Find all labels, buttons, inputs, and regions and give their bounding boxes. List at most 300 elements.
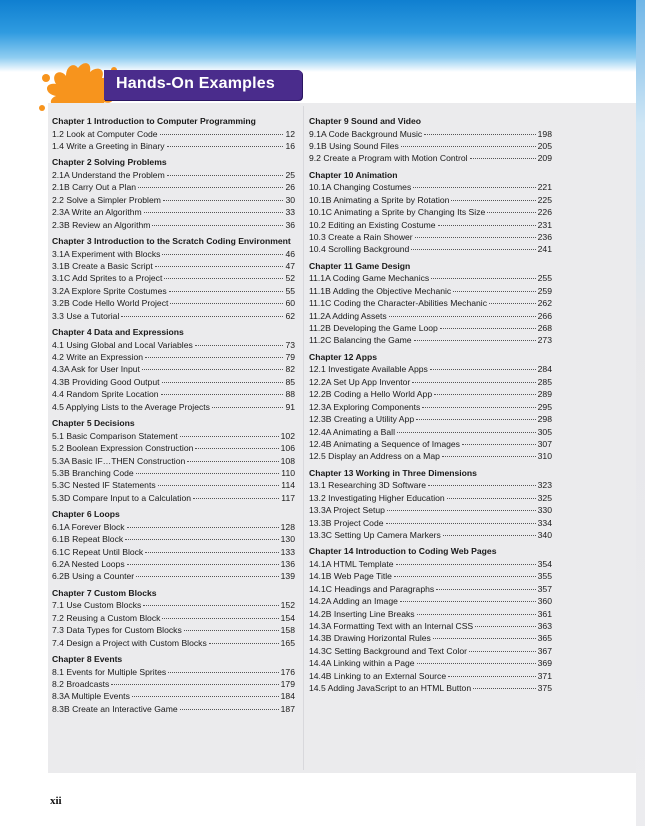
entry-page-number: 259	[537, 285, 552, 296]
entry-title: 13.3A Project Setup	[309, 505, 385, 516]
entry-page-number: 73	[285, 339, 295, 350]
toc-entry[interactable]	[52, 388, 295, 400]
dot-leader	[195, 344, 284, 346]
entry-page-number: 266	[537, 310, 552, 321]
entry-title: 3.3 Use a Tutorial	[52, 310, 120, 321]
entry-title: 12.5 Display an Address on a Map	[309, 451, 440, 462]
chapter-title: Chapter 13 Working in Three Dimensions	[309, 467, 477, 478]
chapter-section	[52, 649, 295, 715]
dot-leader	[143, 604, 278, 606]
dot-leader	[413, 186, 535, 188]
toc-entry[interactable]	[52, 703, 295, 715]
toc-entry[interactable]	[52, 570, 295, 582]
entry-title: 2.1A Understand the Problem	[52, 170, 165, 180]
dot-leader	[155, 265, 284, 267]
dot-leader	[428, 484, 536, 486]
entry-title: 14.5 Adding JavaScript to an HTML Button	[309, 683, 472, 693]
entry-title: 14.3C Setting Background and Text Color	[309, 645, 467, 656]
entry-title: 12.3B Creating a Utility App	[309, 414, 415, 425]
entry-page-number: 305	[537, 426, 552, 437]
toc-entry[interactable]	[52, 492, 295, 504]
toc-entry[interactable]	[52, 351, 295, 363]
entry-title: 11.1B Adding the Objective Mechanic	[309, 285, 452, 296]
entry-title: 3.1C Add Sprites to a Project	[52, 273, 163, 284]
toc-entry[interactable]	[52, 363, 295, 375]
entry-page-number: 55	[285, 285, 295, 296]
entry-page-number: 198	[537, 128, 552, 139]
entry-page-number: 110	[281, 467, 295, 478]
toc-entry[interactable]	[309, 401, 552, 413]
entry-page-number: 268	[537, 323, 552, 334]
entry-title: 7.1 Use Custom Blocks	[52, 600, 142, 611]
dot-leader	[443, 534, 536, 536]
dot-leader	[162, 381, 284, 383]
toc-entry[interactable]	[309, 194, 552, 206]
entry-title: 10.3 Create a Rain Shower	[309, 232, 413, 243]
entry-title: 4.5 Applying Lists to the Average Projects	[52, 401, 210, 412]
toc-entry[interactable]	[309, 152, 552, 164]
toc-entry[interactable]	[309, 570, 552, 582]
entry-page-number: 176	[280, 666, 295, 677]
toc-entry[interactable]	[52, 637, 295, 649]
dot-leader	[145, 551, 278, 553]
entry-page-number: 130	[280, 534, 295, 545]
entry-page-number: 52	[285, 273, 295, 284]
entry-title: 14.3B Drawing Horizontal Rules	[309, 633, 431, 644]
entry-page-number: 16	[285, 141, 295, 151]
toc-entry[interactable]	[52, 666, 295, 678]
toc-entry[interactable]	[52, 455, 295, 467]
toc-entry[interactable]	[52, 546, 295, 558]
entry-page-number: 310	[537, 451, 552, 462]
dot-leader	[416, 418, 536, 420]
entry-title: 12.4B Animating a Sequence of Images	[309, 438, 460, 449]
dot-leader	[136, 575, 278, 577]
toc-entry[interactable]	[52, 599, 295, 611]
toc-entry[interactable]	[52, 533, 295, 545]
toc-entry[interactable]	[309, 529, 552, 541]
toc-entry[interactable]	[309, 426, 552, 438]
entry-page-number: 91	[285, 401, 295, 412]
entry-title: 12.1 Investigate Available Apps	[309, 364, 428, 375]
toc-entry[interactable]	[309, 682, 552, 694]
dot-leader	[417, 662, 536, 664]
entry-page-number: 236	[537, 232, 552, 243]
toc-entry[interactable]	[309, 297, 552, 309]
dot-leader	[433, 637, 536, 639]
dot-leader	[462, 443, 536, 445]
dot-leader	[414, 339, 536, 341]
entry-page-number: 36	[285, 219, 295, 230]
toc-entry[interactable]	[309, 128, 552, 140]
entry-page-number: 60	[285, 298, 295, 309]
chapter-title: Chapter 11 Game Design	[309, 260, 411, 271]
entry-title: 13.3B Project Code	[309, 517, 384, 528]
toc-entry[interactable]	[52, 467, 295, 479]
entry-page-number: 273	[537, 335, 552, 346]
entry-page-number: 225	[537, 194, 552, 205]
toc-entry[interactable]	[309, 413, 552, 425]
dot-leader	[180, 708, 279, 710]
toc-entry[interactable]	[52, 612, 295, 624]
entry-page-number: 340	[537, 529, 552, 540]
dot-leader	[160, 133, 284, 135]
dot-leader	[470, 157, 536, 159]
entry-title: 11.1C Coding the Character-Abilities Mechanic	[309, 298, 488, 309]
entry-title: 9.1A Code Background Music	[309, 128, 423, 139]
entry-page-number: 117	[281, 492, 295, 503]
dot-leader	[121, 315, 283, 317]
entry-page-number: 325	[537, 492, 552, 503]
toc-entry[interactable]	[52, 521, 295, 533]
entry-title: 3.1A Experiment with Blocks	[52, 248, 161, 259]
entry-page-number: 136	[280, 558, 295, 569]
entry-page-number: 221	[537, 182, 552, 193]
entry-title: 12.2A Set Up App Inventor	[309, 376, 411, 387]
right-column	[309, 114, 552, 694]
toc-entry[interactable]	[309, 140, 552, 152]
dot-leader	[386, 522, 536, 524]
entry-title: 2.1B Carry Out a Plan	[52, 182, 137, 193]
toc-entry[interactable]	[52, 430, 295, 442]
chapter-section	[52, 231, 295, 322]
dot-leader	[169, 290, 284, 292]
toc-entry[interactable]	[309, 608, 552, 620]
entry-page-number: 360	[537, 596, 552, 607]
entry-page-number: 289	[537, 389, 552, 400]
dot-leader	[187, 460, 278, 462]
dot-leader	[394, 575, 536, 577]
entry-page-number: 152	[280, 600, 295, 611]
toc-entry[interactable]	[309, 322, 552, 334]
toc-entry[interactable]	[52, 690, 295, 702]
entry-page-number: 139	[280, 571, 295, 582]
entry-page-number: 79	[285, 352, 295, 363]
toc-entry[interactable]	[309, 334, 552, 346]
entry-page-number: 106	[280, 443, 295, 454]
entry-title: 9.1B Using Sound Files	[309, 141, 399, 151]
dot-leader	[127, 563, 279, 565]
entry-page-number: 262	[537, 298, 552, 309]
chapter-section	[309, 256, 552, 347]
toc-entry[interactable]	[52, 194, 295, 206]
entry-title: 11.2B Developing the Game Loop	[309, 323, 438, 334]
toc-entry[interactable]	[52, 260, 295, 272]
entry-page-number: 334	[537, 517, 552, 528]
entry-title: 8.2 Broadcasts	[52, 678, 110, 689]
dot-leader	[401, 145, 536, 147]
chapter-section	[309, 541, 552, 694]
dot-leader	[212, 406, 283, 408]
entry-title: 11.2C Balancing the Game	[309, 335, 412, 346]
dot-leader	[162, 253, 283, 255]
entry-page-number: 165	[280, 637, 295, 648]
entry-page-number: 354	[537, 558, 552, 569]
toc-entry[interactable]	[309, 272, 552, 284]
entry-page-number: 363	[537, 620, 552, 631]
dot-leader	[193, 497, 279, 499]
toc-entry[interactable]	[309, 492, 552, 504]
dot-leader	[415, 236, 536, 238]
entry-title: 4.1 Using Global and Local Variables	[52, 339, 193, 350]
toc-entry[interactable]	[52, 442, 295, 454]
chapter-section	[52, 152, 295, 231]
toc-entry[interactable]	[52, 479, 295, 491]
entry-title: 14.4A Linking within a Page	[309, 658, 415, 669]
toc-entry[interactable]	[52, 219, 295, 231]
entry-page-number: 371	[537, 670, 552, 681]
toc-entry[interactable]	[52, 310, 295, 322]
entry-title: 5.1 Basic Comparison Statement	[52, 430, 178, 441]
dot-leader	[144, 211, 284, 213]
toc-entry[interactable]	[52, 128, 295, 140]
toc-entry[interactable]	[52, 285, 295, 297]
toc-entry[interactable]	[52, 169, 295, 181]
entry-title: 4.3B Providing Good Output	[52, 376, 160, 387]
entry-page-number: 369	[537, 658, 552, 669]
entry-page-number: 285	[537, 376, 552, 387]
entry-page-number: 365	[537, 633, 552, 644]
toc-entry[interactable]	[52, 297, 295, 309]
toc-entry[interactable]	[309, 632, 552, 644]
entry-title: 14.4B Linking to an External Source	[309, 670, 447, 681]
entry-title: 13.2 Investigating Higher Education	[309, 492, 445, 503]
dot-leader	[412, 381, 535, 383]
toc-entry[interactable]	[309, 504, 552, 516]
chapter-title: Chapter 14 Introduction to Coding Web Pages	[309, 546, 497, 557]
entry-title: 4.3A Ask for User Input	[52, 364, 140, 375]
dot-leader	[473, 687, 536, 689]
toc-entry[interactable]	[309, 285, 552, 297]
entry-page-number: 295	[537, 401, 552, 412]
toc-entry[interactable]	[309, 231, 552, 243]
dot-leader	[451, 199, 535, 201]
dot-leader	[209, 642, 279, 644]
entry-title: 8.1 Events for Multiple Sprites	[52, 666, 167, 677]
entry-page-number: 307	[537, 438, 552, 449]
toc-entry[interactable]	[309, 181, 552, 193]
entry-title: 14.2B Inserting Line Breaks	[309, 608, 415, 619]
dot-leader	[422, 406, 535, 408]
dot-leader	[127, 526, 279, 528]
entry-title: 12.4A Animating a Ball	[309, 426, 395, 437]
entry-page-number: 46	[285, 248, 295, 259]
toc-entry[interactable]	[52, 140, 295, 152]
toc-entry[interactable]	[309, 243, 552, 255]
toc-entry[interactable]	[309, 670, 552, 682]
toc-entry[interactable]	[52, 272, 295, 284]
toc-entry[interactable]	[309, 450, 552, 462]
dot-leader	[430, 368, 536, 370]
toc-entry[interactable]	[309, 479, 552, 491]
entry-title: 2.3B Review an Algorithm	[52, 219, 151, 230]
dot-leader	[145, 356, 283, 358]
entry-page-number: 298	[537, 414, 552, 425]
chapter-section	[309, 463, 552, 542]
entry-title: 2.3A Write an Algorithm	[52, 207, 142, 218]
dot-leader	[389, 315, 536, 317]
entry-title: 8.3A Multiple Events	[52, 691, 130, 702]
entry-page-number: 357	[537, 583, 552, 594]
entry-title: 7.4 Design a Project with Custom Blocks	[52, 637, 207, 648]
entry-page-number: 361	[537, 608, 552, 619]
dot-leader	[424, 133, 535, 135]
entry-title: 10.4 Scrolling Background	[309, 244, 410, 255]
dot-leader	[138, 186, 283, 188]
chapter-section	[52, 413, 295, 504]
page-title: Hands-On Examples	[116, 75, 276, 92]
toc-entry[interactable]	[309, 310, 552, 322]
entry-page-number: 47	[285, 261, 295, 272]
entry-title: 11.1A Coding Game Mechanics	[309, 273, 430, 284]
toc-entry[interactable]	[52, 339, 295, 351]
toc-entry[interactable]	[309, 206, 552, 218]
toc-entry[interactable]	[52, 401, 295, 413]
entry-title: 6.1B Repeat Block	[52, 534, 124, 545]
chapter-section	[52, 114, 295, 152]
entry-title: 5.3D Compare Input to a Calculation	[52, 492, 192, 503]
chapter-title: Chapter 9 Sound and Video	[309, 116, 422, 126]
dot-leader	[487, 211, 535, 213]
toc-entry[interactable]	[52, 181, 295, 193]
dot-leader	[397, 431, 536, 433]
toc-entry[interactable]	[52, 206, 295, 218]
entry-page-number: 205	[537, 141, 552, 151]
dot-leader	[448, 675, 536, 677]
entry-title: 3.2B Code Hello World Project	[52, 298, 169, 309]
toc-entry[interactable]	[52, 558, 295, 570]
entry-page-number: 226	[537, 207, 552, 218]
entry-title: 14.1B Web Page Title	[309, 571, 392, 582]
entry-page-number: 209	[537, 153, 552, 164]
entry-page-number: 284	[537, 364, 552, 375]
dot-leader	[434, 393, 536, 395]
chapter-section	[52, 583, 295, 649]
toc-entry[interactable]	[309, 657, 552, 669]
entry-title: 10.1A Changing Costumes	[309, 182, 412, 193]
entry-title: 10.1C Animating a Sprite by Changing Its Size	[309, 207, 486, 218]
entry-title: 6.1A Forever Block	[52, 521, 125, 532]
entry-title: 4.4 Random Sprite Location	[52, 389, 159, 400]
dot-leader	[469, 650, 536, 652]
chapter-section	[309, 114, 552, 165]
dot-leader	[436, 588, 535, 590]
chapter-title: Chapter 12 Apps	[309, 351, 377, 362]
chapter-title: Chapter 3 Introduction to the Scratch Coding Environment	[52, 236, 291, 247]
toc-entry[interactable]	[309, 376, 552, 388]
entry-page-number: 102	[280, 430, 295, 441]
entry-page-number: 12	[285, 128, 295, 139]
toc-entry[interactable]	[52, 376, 295, 388]
entry-page-number: 375	[537, 683, 552, 693]
toc-entry[interactable]	[309, 438, 552, 450]
dot-leader	[167, 174, 284, 176]
toc-entry[interactable]	[52, 678, 295, 690]
column-divider	[303, 106, 304, 770]
entry-page-number: 33	[285, 207, 295, 218]
entry-title: 7.2 Reusing a Custom Block	[52, 612, 161, 623]
entry-title: 14.2A Adding an Image	[309, 596, 398, 607]
entry-title: 6.2B Using a Counter	[52, 571, 135, 582]
entry-page-number: 85	[285, 376, 295, 387]
chapter-title: Chapter 6 Loops	[52, 509, 120, 520]
entry-title: 3.2A Explore Sprite Costumes	[52, 285, 167, 296]
toc-entry[interactable]	[52, 248, 295, 260]
dot-leader	[161, 393, 284, 395]
entry-title: 8.3B Create an Interactive Game	[52, 703, 178, 714]
entry-title: 14.1C Headings and Paragraphs	[309, 583, 435, 594]
chapter-title: Chapter 1 Introduction to Computer Programming	[52, 116, 256, 126]
entry-title: 10.2 Editing an Existing Costume	[309, 219, 436, 230]
entry-title: 14.1A HTML Template	[309, 558, 394, 569]
chapter-title: Chapter 2 Solving Problems	[52, 157, 167, 168]
dot-leader	[142, 368, 284, 370]
dot-leader	[162, 617, 278, 619]
toc-entry[interactable]	[309, 517, 552, 529]
entry-title: 4.2 Write an Expression	[52, 352, 144, 363]
dot-leader	[417, 613, 536, 615]
entry-page-number: 154	[280, 612, 295, 623]
toc-entry[interactable]	[309, 388, 552, 400]
entry-title: 3.1B Create a Basic Script	[52, 261, 153, 272]
dot-leader	[167, 145, 284, 147]
chapter-section	[52, 322, 295, 413]
entry-page-number: 30	[285, 194, 295, 205]
entry-title: 13.1 Researching 3D Software	[309, 480, 427, 491]
dot-leader	[489, 302, 536, 304]
toc-entry[interactable]	[309, 583, 552, 595]
dot-leader	[195, 447, 278, 449]
toc-entry[interactable]	[309, 620, 552, 632]
entry-title: 1.4 Write a Greeting in Binary	[52, 141, 165, 151]
entry-page-number: 184	[280, 691, 295, 702]
toc-entry[interactable]	[309, 645, 552, 657]
entry-page-number: 128	[280, 521, 295, 532]
dot-leader	[180, 435, 279, 437]
dot-leader	[168, 671, 278, 673]
dot-leader	[400, 600, 536, 602]
toc-entry[interactable]	[309, 363, 552, 375]
entry-page-number: 26	[285, 182, 295, 193]
dot-leader	[431, 277, 535, 279]
entry-title: 5.3B Branching Code	[52, 467, 134, 478]
entry-page-number: 241	[537, 244, 552, 255]
entry-title: 5.2 Boolean Expression Construction	[52, 443, 194, 454]
entry-page-number: 255	[537, 273, 552, 284]
chapter-title: Chapter 8 Events	[52, 653, 123, 664]
toc-entry[interactable]	[309, 558, 552, 570]
dot-leader	[438, 224, 536, 226]
entry-page-number: 62	[285, 310, 295, 321]
dot-leader	[136, 472, 280, 474]
toc-entry[interactable]	[309, 219, 552, 231]
page-number: xii	[50, 795, 62, 807]
entry-title: 6.2A Nested Loops	[52, 558, 125, 569]
dot-leader	[163, 199, 284, 201]
entry-title: 1.2 Look at Computer Code	[52, 128, 158, 139]
toc-entry[interactable]	[309, 595, 552, 607]
dot-leader	[170, 302, 283, 304]
dot-leader	[440, 327, 536, 329]
entry-title: 7.3 Data Types for Custom Blocks	[52, 625, 182, 636]
dot-leader	[184, 629, 279, 631]
dot-leader	[442, 455, 536, 457]
dot-leader	[387, 509, 536, 511]
toc-entry[interactable]	[52, 624, 295, 636]
dot-leader	[396, 563, 536, 565]
chapter-title: Chapter 10 Animation	[309, 169, 398, 180]
left-column	[52, 114, 295, 715]
